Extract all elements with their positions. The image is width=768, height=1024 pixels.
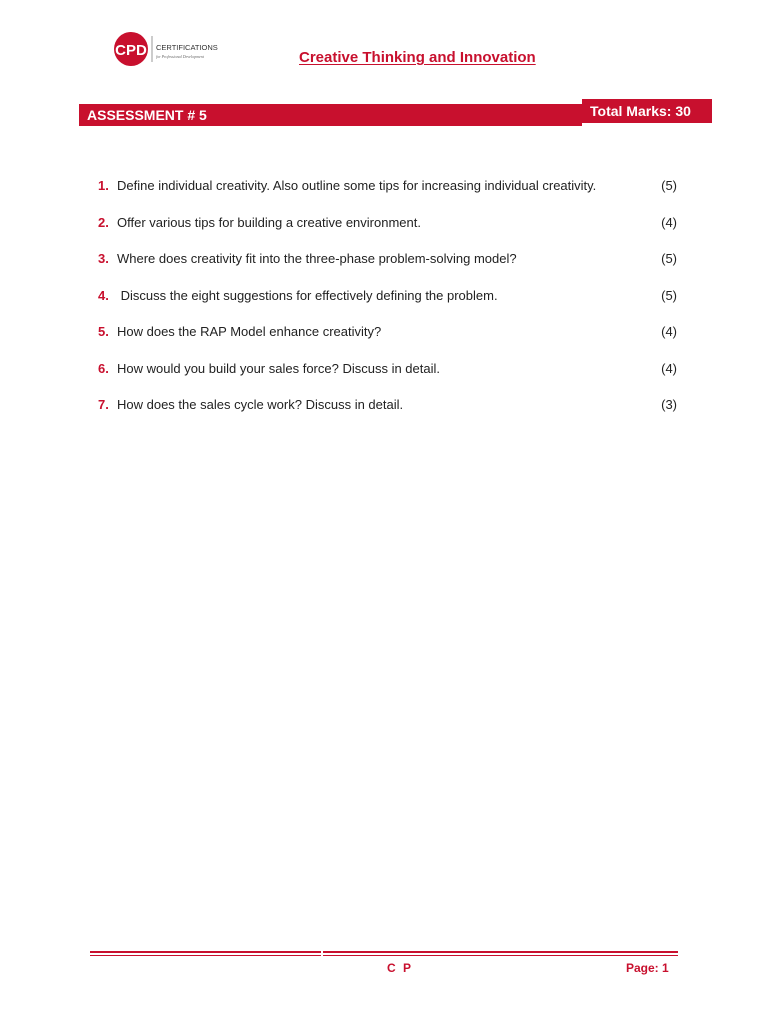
question-marks: (5) <box>661 251 677 266</box>
question-text: Where does creativity fit into the three-phase problem-solving model? <box>117 251 517 266</box>
question-item <box>98 250 688 287</box>
question-text: Discuss the eight suggestions for effectively defining the problem. <box>117 287 498 303</box>
question-marks: (5) <box>661 287 677 303</box>
footer-divider <box>90 951 678 953</box>
question-text: How does the RAP Model enhance creativity? <box>117 324 382 339</box>
question-marks: (5) <box>661 178 677 193</box>
question-text: How does the sales cycle work? Discuss in detail. <box>117 397 404 412</box>
question-text: Define individual creativity. Also outline some tips for increasing individual creativity. <box>117 178 597 193</box>
logo-tagline: for Professional Development <box>156 54 204 59</box>
question-text: How would you build your sales force? Discuss in detail. <box>117 360 440 376</box>
logo-mark: CPD <box>115 42 147 59</box>
question-item <box>98 177 688 214</box>
question-number: 5. <box>98 324 109 339</box>
total-marks: Total Marks: 30 <box>590 103 691 119</box>
question-item <box>98 396 688 433</box>
question-number: 4. <box>98 287 109 303</box>
question-item <box>98 323 688 360</box>
cpd-logo <box>112 30 224 68</box>
assessment-title: ASSESSMENT # 5 <box>87 107 207 123</box>
question-number: 2. <box>98 214 109 230</box>
question-number: 7. <box>98 397 109 412</box>
footer-divider-thin <box>90 955 678 956</box>
question-number: 6. <box>98 360 109 376</box>
assessment-banner <box>79 104 582 126</box>
question-item <box>98 214 688 251</box>
question-list <box>98 177 688 433</box>
question-marks: (3) <box>661 397 677 412</box>
question-item <box>98 287 688 324</box>
question-marks: (4) <box>661 324 677 339</box>
question-marks: (4) <box>661 360 677 376</box>
question-item <box>98 360 688 397</box>
page-number: Page: 1 <box>626 961 669 975</box>
question-text: Offer various tips for building a creative environment. <box>117 214 421 230</box>
question-number: 1. <box>98 178 109 193</box>
document-title: Creative Thinking and Innovation <box>299 49 536 66</box>
logo-text: CERTIFICATIONS <box>156 43 218 52</box>
total-marks-banner <box>582 99 712 123</box>
footer-divider-gap <box>321 950 323 958</box>
footer-center-text: C P <box>387 961 414 975</box>
question-number: 3. <box>98 251 109 266</box>
question-marks: (4) <box>661 214 677 230</box>
